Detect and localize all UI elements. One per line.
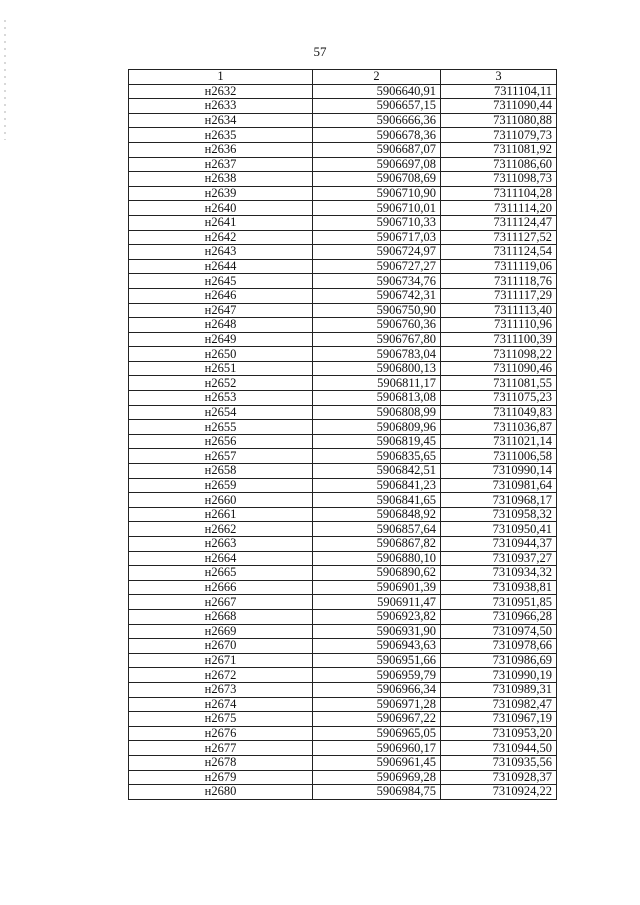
y-coordinate-cell: 7311104,28 [441, 186, 557, 201]
y-coordinate-cell: 7311021,14 [441, 434, 557, 449]
table-row [129, 361, 557, 376]
point-id-cell: н2634 [129, 113, 313, 128]
y-coordinate-cell: 7310938,81 [441, 580, 557, 595]
table-row [129, 157, 557, 172]
x-coordinate-cell: 5906800,13 [313, 361, 441, 376]
y-coordinate-cell: 7310990,14 [441, 464, 557, 479]
y-coordinate-cell: 7311075,23 [441, 391, 557, 406]
x-coordinate-cell: 5906984,75 [313, 785, 441, 800]
y-coordinate-cell: 7311098,73 [441, 172, 557, 187]
table-row [129, 347, 557, 362]
x-coordinate-cell: 5906678,36 [313, 128, 441, 143]
x-coordinate-cell: 5906943,63 [313, 639, 441, 654]
point-id-cell: н2648 [129, 318, 313, 333]
point-id-cell: н2640 [129, 201, 313, 216]
y-coordinate-cell: 7310924,22 [441, 785, 557, 800]
y-coordinate-cell: 7311049,83 [441, 405, 557, 420]
point-id-cell: н2674 [129, 697, 313, 712]
y-coordinate-cell: 7311124,47 [441, 215, 557, 230]
x-coordinate-cell: 5906966,34 [313, 682, 441, 697]
column-header-x: 2 [313, 70, 441, 85]
y-coordinate-cell: 7310953,20 [441, 726, 557, 741]
table-row [129, 259, 557, 274]
table-row [129, 770, 557, 785]
point-id-cell: н2677 [129, 741, 313, 756]
table-row [129, 201, 557, 216]
y-coordinate-cell: 7311081,55 [441, 376, 557, 391]
point-id-cell: н2638 [129, 172, 313, 187]
y-coordinate-cell: 7310966,28 [441, 609, 557, 624]
table-row [129, 420, 557, 435]
y-coordinate-cell: 7311127,52 [441, 230, 557, 245]
point-id-cell: н2662 [129, 522, 313, 537]
x-coordinate-cell: 5906965,05 [313, 726, 441, 741]
x-coordinate-cell: 5906724,97 [313, 245, 441, 260]
point-id-cell: н2645 [129, 274, 313, 289]
x-coordinate-cell: 5906809,96 [313, 420, 441, 435]
coordinates-table [128, 69, 557, 800]
y-coordinate-cell: 7311100,39 [441, 332, 557, 347]
y-coordinate-cell: 7310968,17 [441, 493, 557, 508]
table-row [129, 288, 557, 303]
y-coordinate-cell: 7311036,87 [441, 420, 557, 435]
table-row [129, 172, 557, 187]
y-coordinate-cell: 7310937,27 [441, 551, 557, 566]
point-id-cell: н2651 [129, 361, 313, 376]
point-id-cell: н2675 [129, 712, 313, 727]
x-coordinate-cell: 5906813,08 [313, 391, 441, 406]
point-id-cell: н2652 [129, 376, 313, 391]
point-id-cell: н2669 [129, 624, 313, 639]
point-id-cell: н2656 [129, 434, 313, 449]
table-row [129, 332, 557, 347]
y-coordinate-cell: 7310986,69 [441, 653, 557, 668]
y-coordinate-cell: 7310978,66 [441, 639, 557, 654]
x-coordinate-cell: 5906969,28 [313, 770, 441, 785]
table-row [129, 551, 557, 566]
point-id-cell: н2641 [129, 215, 313, 230]
table-row [129, 712, 557, 727]
point-id-cell: н2668 [129, 609, 313, 624]
x-coordinate-cell: 5906750,90 [313, 303, 441, 318]
point-id-cell: н2642 [129, 230, 313, 245]
table-row [129, 318, 557, 333]
x-coordinate-cell: 5906710,90 [313, 186, 441, 201]
point-id-cell: н2679 [129, 770, 313, 785]
point-id-cell: н2664 [129, 551, 313, 566]
point-id-cell: н2667 [129, 595, 313, 610]
table-row [129, 580, 557, 595]
y-coordinate-cell: 7311104,11 [441, 84, 557, 99]
table-row [129, 464, 557, 479]
point-id-cell: н2649 [129, 332, 313, 347]
point-id-cell: н2673 [129, 682, 313, 697]
x-coordinate-cell: 5906880,10 [313, 551, 441, 566]
x-coordinate-cell: 5906842,51 [313, 464, 441, 479]
x-coordinate-cell: 5906857,64 [313, 522, 441, 537]
x-coordinate-cell: 5906640,91 [313, 84, 441, 99]
table-row [129, 507, 557, 522]
table-row [129, 741, 557, 756]
table-row [129, 566, 557, 581]
x-coordinate-cell: 5906959,79 [313, 668, 441, 683]
x-coordinate-cell: 5906841,23 [313, 478, 441, 493]
point-id-cell: н2654 [129, 405, 313, 420]
x-coordinate-cell: 5906967,22 [313, 712, 441, 727]
table-header-row [129, 70, 557, 85]
point-id-cell: н2639 [129, 186, 313, 201]
y-coordinate-cell: 7311090,44 [441, 99, 557, 114]
point-id-cell: н2635 [129, 128, 313, 143]
table-row [129, 493, 557, 508]
table-row [129, 274, 557, 289]
point-id-cell: н2665 [129, 566, 313, 581]
y-coordinate-cell: 7310928,37 [441, 770, 557, 785]
point-id-cell: н2633 [129, 99, 313, 114]
table-row [129, 245, 557, 260]
table-row [129, 215, 557, 230]
point-id-cell: н2655 [129, 420, 313, 435]
x-coordinate-cell: 5906841,65 [313, 493, 441, 508]
table-row [129, 449, 557, 464]
table-row [129, 697, 557, 712]
x-coordinate-cell: 5906931,90 [313, 624, 441, 639]
y-coordinate-cell: 7311086,60 [441, 157, 557, 172]
table-row [129, 682, 557, 697]
point-id-cell: н2657 [129, 449, 313, 464]
point-id-cell: н2632 [129, 84, 313, 99]
table-row [129, 639, 557, 654]
table-row [129, 785, 557, 800]
table-row [129, 142, 557, 157]
table-row [129, 595, 557, 610]
y-coordinate-cell: 7311098,22 [441, 347, 557, 362]
point-id-cell: н2672 [129, 668, 313, 683]
y-coordinate-cell: 7311110,96 [441, 318, 557, 333]
x-coordinate-cell: 5906901,39 [313, 580, 441, 595]
y-coordinate-cell: 7311113,40 [441, 303, 557, 318]
y-coordinate-cell: 7311006,58 [441, 449, 557, 464]
y-coordinate-cell: 7310951,85 [441, 595, 557, 610]
point-id-cell: н2663 [129, 537, 313, 552]
y-coordinate-cell: 7310944,37 [441, 537, 557, 552]
y-coordinate-cell: 7311080,88 [441, 113, 557, 128]
y-coordinate-cell: 7311117,29 [441, 288, 557, 303]
column-header-point: 1 [129, 70, 313, 85]
y-coordinate-cell: 7311124,54 [441, 245, 557, 260]
table-row [129, 522, 557, 537]
table-row [129, 113, 557, 128]
point-id-cell: н2671 [129, 653, 313, 668]
x-coordinate-cell: 5906710,33 [313, 215, 441, 230]
x-coordinate-cell: 5906961,45 [313, 755, 441, 770]
y-coordinate-cell: 7310950,41 [441, 522, 557, 537]
point-id-cell: н2670 [129, 639, 313, 654]
y-coordinate-cell: 7310981,64 [441, 478, 557, 493]
x-coordinate-cell: 5906867,82 [313, 537, 441, 552]
table-row [129, 726, 557, 741]
page-number: 57 [313, 44, 327, 59]
point-id-cell: н2637 [129, 157, 313, 172]
y-coordinate-cell: 7311114,20 [441, 201, 557, 216]
y-coordinate-cell: 7311119,06 [441, 259, 557, 274]
point-id-cell: н2650 [129, 347, 313, 362]
x-coordinate-cell: 5906717,03 [313, 230, 441, 245]
x-coordinate-cell: 5906808,99 [313, 405, 441, 420]
x-coordinate-cell: 5906971,28 [313, 697, 441, 712]
y-coordinate-cell: 7310944,50 [441, 741, 557, 756]
table-row [129, 376, 557, 391]
point-id-cell: н2660 [129, 493, 313, 508]
table-row [129, 230, 557, 245]
point-id-cell: н2658 [129, 464, 313, 479]
point-id-cell: н2676 [129, 726, 313, 741]
y-coordinate-cell: 7311118,76 [441, 274, 557, 289]
x-coordinate-cell: 5906783,04 [313, 347, 441, 362]
y-coordinate-cell: 7310958,32 [441, 507, 557, 522]
x-coordinate-cell: 5906687,07 [313, 142, 441, 157]
table-row [129, 99, 557, 114]
x-coordinate-cell: 5906835,65 [313, 449, 441, 464]
x-coordinate-cell: 5906742,31 [313, 288, 441, 303]
table-row [129, 391, 557, 406]
x-coordinate-cell: 5906890,62 [313, 566, 441, 581]
x-coordinate-cell: 5906811,17 [313, 376, 441, 391]
point-id-cell: н2646 [129, 288, 313, 303]
y-coordinate-cell: 7310989,31 [441, 682, 557, 697]
point-id-cell: н2647 [129, 303, 313, 318]
point-id-cell: н2680 [129, 785, 313, 800]
x-coordinate-cell: 5906819,45 [313, 434, 441, 449]
x-coordinate-cell: 5906657,15 [313, 99, 441, 114]
table-row [129, 84, 557, 99]
y-coordinate-cell: 7310974,50 [441, 624, 557, 639]
point-id-cell: н2666 [129, 580, 313, 595]
point-id-cell: н2653 [129, 391, 313, 406]
x-coordinate-cell: 5906960,17 [313, 741, 441, 756]
y-coordinate-cell: 7310935,56 [441, 755, 557, 770]
table-body [129, 84, 557, 799]
y-coordinate-cell: 7310967,19 [441, 712, 557, 727]
x-coordinate-cell: 5906697,08 [313, 157, 441, 172]
table-row [129, 186, 557, 201]
table-row [129, 128, 557, 143]
y-coordinate-cell: 7311081,92 [441, 142, 557, 157]
point-id-cell: н2644 [129, 259, 313, 274]
table-row [129, 303, 557, 318]
table-row [129, 755, 557, 770]
point-id-cell: н2636 [129, 142, 313, 157]
point-id-cell: н2661 [129, 507, 313, 522]
scan-margin-marks [4, 20, 6, 140]
x-coordinate-cell: 5906848,92 [313, 507, 441, 522]
x-coordinate-cell: 5906951,66 [313, 653, 441, 668]
x-coordinate-cell: 5906923,82 [313, 609, 441, 624]
point-id-cell: н2678 [129, 755, 313, 770]
point-id-cell: н2659 [129, 478, 313, 493]
y-coordinate-cell: 7311079,73 [441, 128, 557, 143]
table-row [129, 624, 557, 639]
table-row [129, 537, 557, 552]
x-coordinate-cell: 5906708,69 [313, 172, 441, 187]
y-coordinate-cell: 7311090,46 [441, 361, 557, 376]
column-header-y: 3 [441, 70, 557, 85]
y-coordinate-cell: 7310934,32 [441, 566, 557, 581]
y-coordinate-cell: 7310990,19 [441, 668, 557, 683]
table-row [129, 434, 557, 449]
table-row [129, 668, 557, 683]
x-coordinate-cell: 5906767,80 [313, 332, 441, 347]
table-row [129, 653, 557, 668]
table-row [129, 405, 557, 420]
x-coordinate-cell: 5906727,27 [313, 259, 441, 274]
point-id-cell: н2643 [129, 245, 313, 260]
x-coordinate-cell: 5906666,36 [313, 113, 441, 128]
x-coordinate-cell: 5906911,47 [313, 595, 441, 610]
y-coordinate-cell: 7310982,47 [441, 697, 557, 712]
x-coordinate-cell: 5906710,01 [313, 201, 441, 216]
table-row [129, 609, 557, 624]
table-row [129, 478, 557, 493]
x-coordinate-cell: 5906760,36 [313, 318, 441, 333]
x-coordinate-cell: 5906734,76 [313, 274, 441, 289]
